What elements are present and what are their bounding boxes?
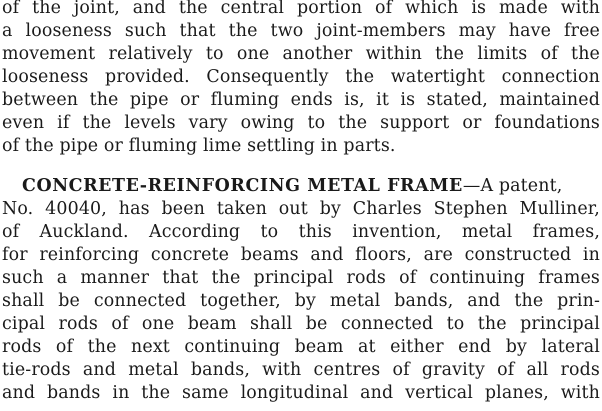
text-line: between the pipe or fluming ends is, it is stated, maintained <box>2 90 600 110</box>
heading-continuation: —A patent, <box>462 176 563 196</box>
paragraph-first-line <box>22 174 600 198</box>
text-line: of Auckland. According to this invention, metal frames, <box>2 222 600 242</box>
text-line: movement relatively to one another within the limits of the <box>2 44 600 64</box>
section-heading: CONCRETE-REINFORCING METAL FRAME <box>22 176 463 196</box>
text-line: looseness provided. Consequently the watertight connection <box>2 67 600 87</box>
text-line: shall be connected together, by metal bands, and the prin- <box>2 291 600 311</box>
text-line: and bands in the same longitudinal and vertical planes, with <box>2 383 600 403</box>
text-line: tie-rods and metal bands, with centres of gravity of all rods <box>2 360 600 380</box>
text-line: of the joint, and the central portion of which is made with <box>2 0 600 18</box>
text-line: for reinforcing concrete beams and floors, are constructed in <box>2 245 600 265</box>
text-line: a looseness such that the two joint-members may have free <box>2 21 600 41</box>
text-line: cipal rods of one beam shall be connected to the principal <box>2 314 600 334</box>
text-line: No. 40040, has been taken out by Charles Stephen Mulliner, <box>2 199 600 219</box>
text-line: rods of the next continuing beam at either end by lateral <box>2 337 600 357</box>
text-line: of the pipe or fluming lime settling in parts. <box>2 136 396 156</box>
text-line: even if the levels vary owing to the support or foundations <box>2 113 600 133</box>
text-line: such a manner that the principal rods of continuing frames <box>2 268 600 288</box>
